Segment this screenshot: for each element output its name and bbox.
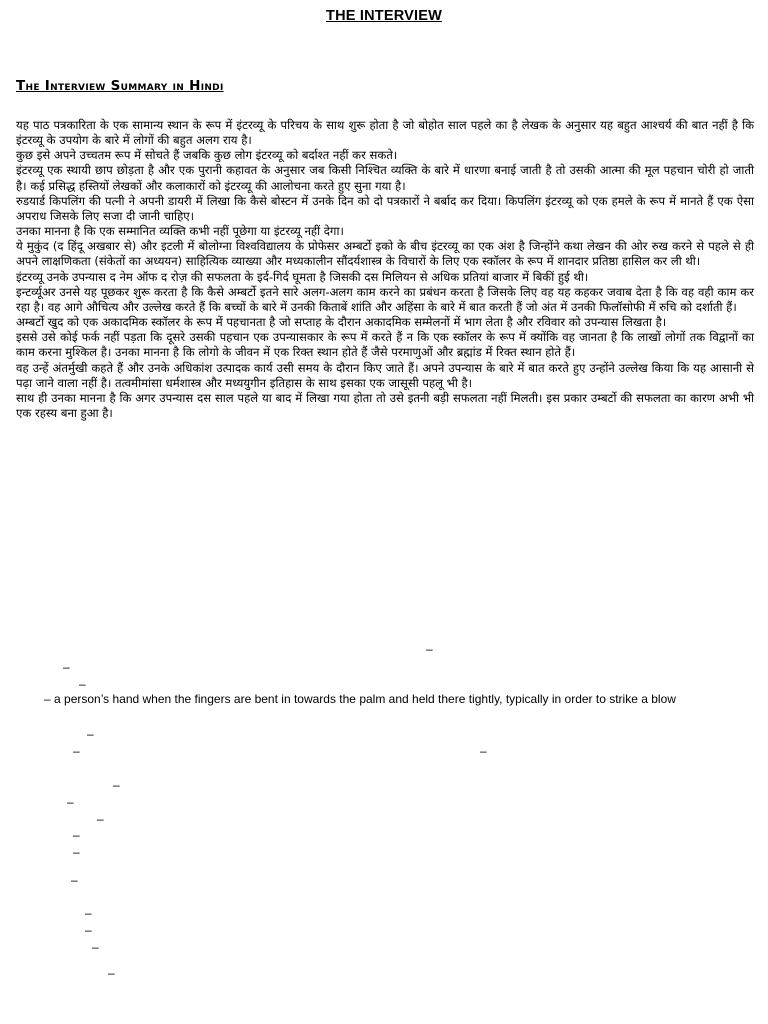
document-title: THE INTERVIEW (326, 8, 442, 24)
paragraph-8: इन्टर्व्यूअर उनसे यह पूछकर शुरू करता है कि कैसे अम्बर्टो इतने सारे अलग-अलग काम करने का प्रबंधन करता है जिसके लिए वह यह कहकर जवाब देता है कि वह वही काम कर रहा है। वह आगे औचित्य और उल्लेख करते हैं कि बच्चों के बारे में उनकी किताबें शांति और अहिंसा के बारे में बात करती हैं जो अंत में उनकी फिलॉसोफी में रुचि को दर्शाती हैं। (16, 284, 754, 314)
paragraph-4: रुडयार्ड किपलिंग की पत्नी ने अपनी डायरी में लिखा कि कैसे बोस्टन में उनके दिन को दो पत्रकारों ने बर्बाद कर दिया। किपलिंग इंटरव्यू को एक हमले के रूप में मानते हैं एक ऐसा अपराध जिसके लिए सजा दी जानी चाहिए। (16, 193, 754, 223)
summary-heading: The Interview Summary in Hindi (16, 78, 224, 94)
summary-body (16, 118, 754, 421)
paragraph-7: इंटरव्यू उनके उपन्यास द नेम ऑफ द रोज़ की सफलता के इर्द-गिर्द घूमता है जिसकी दस मिलियन से अधिक प्रतियां बाजार में बिकीं हुई थी। (16, 269, 589, 284)
paragraph-1: यह पाठ पत्रकारिता के एक सामान्य स्थान के रूप में इंटरव्यू के परिचय के साथ शुरू होता है जो बोहोत साल पहले का है लेखक के अनुसार यह बहुत आश्चर्य की बात नहीं है कि इंटरव्यू के उपयोग के बारे में लोगों की बहुत अलग राय है। (16, 118, 754, 148)
dash-mark: – (79, 677, 86, 691)
dash-mark: – (67, 795, 74, 809)
dash-mark: – (63, 660, 70, 674)
dash-mark: – (92, 940, 99, 954)
paragraph-9: अम्बर्टो खुद को एक अकादमिक स्कॉलर के रूप में पहचानता है जो सप्ताह के दौरान अकादमिक सम्मेलनों में भाग लेता है और रविवार को उपन्यास लिखता है। (16, 315, 667, 330)
dash-mark: – (108, 966, 115, 980)
definition-line: – a person’s hand when the fingers are bent in towards the palm and held there tightly, typically in order to strike a blow (44, 692, 676, 706)
dash-mark: – (426, 642, 433, 656)
paragraph-6: ये मुकुंद (द हिंदू अखबार से) और इटली में बोलोग्ना विश्वविद्यालय के प्रोफेसर अम्बर्टो इको के बीच इंटरव्यू का एक अंश है जिन्होंने कथा लेखन की ओर रुख करने से पहले से ही अपने लाक्षणिकता (संकेतों का अध्ययन) साहित्यिक व्याख्या और मध्यकालीन सौंदर्यशास्त्र के विचारों के लिए एक स्कॉलर के रूप में शानदार प्रतिष्ठा हासिल कर ली थी। (16, 239, 754, 269)
dash-mark: – (480, 744, 487, 758)
dash-mark: – (85, 906, 92, 920)
dash-mark: – (87, 727, 94, 741)
dash-mark: – (85, 923, 92, 937)
paragraph-3: इंटरव्यू एक स्थायी छाप छोड़ता है और एक पुरानी कहावत के अनुसार जब किसी निश्चित व्यक्ति के बारे में धारणा बनाई जाती है तो उसकी आत्मा की मूल पहचान चोरी हो जाती है। कई प्रसिद्ध हस्तियों लेखकों और कलाकारों को इंटरव्यू की आलोचना करते हुए सुना गया है। (16, 163, 754, 193)
paragraph-2: कुछ इसे अपने उच्चतम रूप में सोचते हैं जबकि कुछ लोग इंटरव्यू को बर्दाश्त नहीं कर सकते। (16, 148, 398, 163)
dash-mark: – (71, 873, 78, 887)
paragraph-12: साथ ही उनका मानना है कि अगर उपन्यास दस साल पहले या बाद में लिखा गया होता तो उसे इतनी बड़ी सफलता नहीं मिलती। इस प्रकार उम्बर्टो की सफलता का कारण अभी भी एक रहस्य बना हुआ है। (16, 390, 754, 420)
dash-mark: – (113, 778, 120, 792)
dash-mark: – (73, 828, 80, 842)
paragraph-11: वह उन्हें अंतर्मुखी कहते हैं और उनके अधिकांश उत्पादक कार्य उसी समय के दौरान किए जाते हैं। अपने उपन्यास के बारे में बात करते हुए उन्होंने उल्लेख किया कि यह आसानी से पढ़ा जाने वाला नहीं है। तत्वमीमांसा धर्मशास्त्र और मध्ययुगीन इतिहास के साथ इसका एक जासूसी पहलू भी है। (16, 360, 754, 390)
paragraph-5: उनका मानना है कि एक सम्मानित व्यक्ति कभी नहीं पूछेगा या इंटरव्यू नहीं देगा। (16, 224, 344, 239)
dash-mark: – (73, 744, 80, 758)
dash-mark: – (97, 812, 104, 826)
dash-mark: – (73, 845, 80, 859)
paragraph-10: इससे उसे कोई फर्क नहीं पड़ता कि दूसरे उसकी पहचान एक उपन्यासकार के रूप में करते हैं न कि एक स्कॉलर के रूप में क्योंकि वह जानता है कि लाखों लोगों तक विद्वानों का काम करना मुश्किल है। उनका मानना है कि लोगो के जीवन में एक रिक्त स्थान होते हैं जैसे परमाणुओं और ब्रह्मांड में रिक्त स्थान होते हैं। (16, 330, 754, 360)
